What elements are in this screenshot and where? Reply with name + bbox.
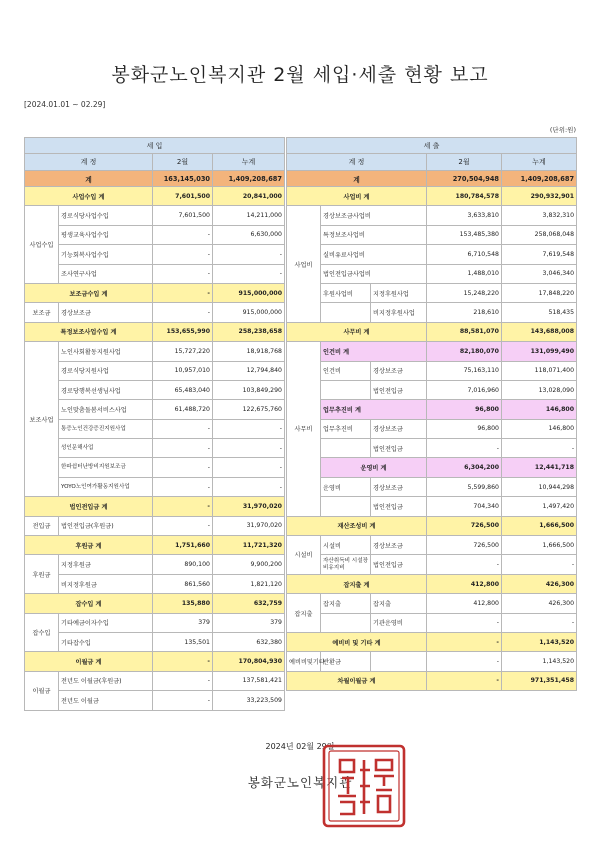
income-subtotal-month: - [153,497,213,516]
expense-group-label: 시설비 [287,536,321,575]
income-header: 세 입 [25,138,285,154]
income-subtotal-cumulative: 31,970,020 [213,497,285,516]
expense-row [287,225,577,244]
expense-rows [287,187,577,691]
income-row [25,555,285,574]
income-subtotal-month: - [153,283,213,302]
income-group-label: 전입금 [25,516,59,535]
income-month-value: - [153,419,213,438]
expense-subaccount-label: 경상보조금 [371,536,427,555]
expense-table [286,137,577,691]
expense-col-account: 계 정 [287,154,427,171]
expense-month-value: 6,710,548 [427,245,502,264]
income-subtotal-month: 135,880 [153,594,213,613]
income-row [25,671,285,690]
income-subtotal-row [25,594,285,613]
income-account-label: 노인맞춤돌봄서비스사업 [59,400,153,419]
expense-subaccount-label: 기관운영비 [371,613,427,632]
expense-subtotal-month: - [427,632,502,651]
expense-cumulative-value: 518,435 [502,303,577,322]
expense-cumulative-value: 7,619,548 [502,245,577,264]
income-cumulative-value: - [213,419,285,438]
expense-account-label [321,497,371,516]
income-month-value: - [153,477,213,496]
expense-category-total-cumulative: 146,800 [502,400,577,419]
income-row [25,574,285,593]
expense-subtotal-cumulative: 143,688,008 [502,322,577,341]
expense-account-label: 특정보조사업비 [321,225,427,244]
expense-account-label: 업무추진비 [321,419,371,438]
income-table [24,137,285,711]
expense-subaccount-label: 법인전입금 [371,497,427,516]
income-subtotal-label: 특정보조사업수입 계 [25,322,153,341]
income-group-label: 보조금 [25,303,59,322]
income-account-label: 법인전입금(후원금) [59,516,153,535]
expense-cumulative-value: 118,071,400 [502,361,577,380]
expense-row [287,283,577,302]
expense-account-label: 후원사업비 [321,283,371,302]
income-account-label: 노인사회활동지원사업 [59,342,153,361]
expense-category-total-month: 96,800 [427,400,502,419]
income-account-label: 전년도 이월금 [59,691,153,710]
income-cumulative-value: - [213,439,285,458]
income-account-label: 기능회복사업수입 [59,245,153,264]
income-subtotal-cumulative: 632,759 [213,594,285,613]
income-row [25,380,285,399]
income-account-label: 조사연구사업 [59,264,153,283]
income-account-label: 지정후원금 [59,555,153,574]
expense-subtotal-cumulative: 426,300 [502,574,577,593]
income-account-label: 성인문해사업 [59,439,153,458]
expense-row [287,458,577,477]
expense-category-total-month: 82,180,070 [427,342,502,361]
expense-month-value: 5,599,860 [427,477,502,496]
income-month-value: - [153,691,213,710]
unit-label: (단위:원) [549,126,576,134]
income-subtotal-cumulative: 258,238,658 [213,322,285,341]
income-cumulative-value: 103,849,290 [213,380,285,399]
expense-subaccount-label: 경상보조금 [371,419,427,438]
expense-row [287,613,577,632]
expense-cumulative-value: 146,800 [502,419,577,438]
expense-account-label [321,303,371,322]
expense-row [287,536,577,555]
income-cumulative-value: 33,223,509 [213,691,285,710]
expense-row [287,555,577,574]
expense-row [287,594,577,613]
income-month-value: 10,957,010 [153,361,213,380]
income-cumulative-value: 18,918,768 [213,342,285,361]
income-month-value: 15,727,220 [153,342,213,361]
expense-row [287,419,577,438]
expense-col-cumulative: 누계 [502,154,577,171]
expense-subtotal-cumulative: 290,932,901 [502,187,577,206]
expense-group-label: 예비비및기타 [287,652,321,671]
organization-name: 봉화군노인복지관 [247,775,353,790]
income-month-value: - [153,671,213,690]
income-group-label: 잡수입 [25,613,59,652]
income-rows [25,187,285,711]
expense-account-label: 법인전입금사업비 [321,264,427,283]
income-subtotal-label: 이월금 계 [25,652,153,671]
expense-row [287,303,577,322]
income-subtotal-cumulative: 170,804,930 [213,652,285,671]
income-row [25,439,285,458]
expense-subtotal-row [287,322,577,341]
income-total-cumulative: 1,409,208,687 [213,171,285,187]
income-cumulative-value: 1,821,120 [213,574,285,593]
expense-cumulative-value: 10,944,298 [502,477,577,496]
income-group-label: 후원금 [25,555,59,594]
expense-subtotal-month: - [427,671,502,690]
expense-row [287,400,577,419]
expense-cumulative-value: 3,046,340 [502,264,577,283]
expense-subaccount-label: 경상보조금 [371,361,427,380]
expense-subaccount-label: 경상보조금 [371,477,427,496]
expense-month-value: 153,485,380 [427,225,502,244]
income-total-label: 계 [25,171,153,187]
income-month-value: - [153,245,213,264]
expense-subaccount-label [371,652,427,671]
expense-row [287,342,577,361]
expense-group-label: 사무비 [287,342,321,517]
income-subtotal-label: 법인전입금 계 [25,497,153,516]
income-cumulative-value: 379 [213,613,285,632]
expense-subtotal-row [287,632,577,651]
expense-month-value: 7,016,960 [427,380,502,399]
income-row [25,419,285,438]
expense-subtotal-cumulative: 971,351,458 [502,671,577,690]
expense-subtotal-cumulative: 1,143,520 [502,632,577,651]
income-cumulative-value: 632,380 [213,632,285,651]
income-col-cumulative: 누계 [213,154,285,171]
expense-row [287,206,577,225]
income-row [25,458,285,477]
expense-cumulative-value: 17,848,220 [502,283,577,302]
expense-cumulative-value: 426,300 [502,594,577,613]
income-month-value: 61,488,720 [153,400,213,419]
income-month-value: - [153,225,213,244]
income-subtotal-row [25,536,285,555]
expense-subtotal-row [287,187,577,206]
expense-row [287,497,577,516]
income-account-label: 한파쉼터난방비지원보조금 [59,458,153,477]
expense-month-value: - [427,652,502,671]
expense-month-value: 218,610 [427,303,502,322]
expense-cumulative-value: 1,143,520 [502,652,577,671]
income-cumulative-value: 122,675,760 [213,400,285,419]
expense-subtotal-label: 잡지출 계 [287,574,427,593]
expense-account-label [321,380,371,399]
income-row [25,342,285,361]
income-subtotal-label: 사업수입 계 [25,187,153,206]
income-cumulative-value: 137,581,421 [213,671,285,690]
expense-row [287,380,577,399]
expense-month-value: 726,500 [427,536,502,555]
expense-account-label: 시설비 [321,536,371,555]
income-subtotal-row [25,322,285,341]
expense-account-label [321,439,371,458]
income-subtotal-month: 7,601,500 [153,187,213,206]
income-cumulative-value: 12,794,840 [213,361,285,380]
income-account-label: 평생교육사업수입 [59,225,153,244]
income-subtotal-month: - [153,652,213,671]
income-group-label: 이월금 [25,671,59,710]
expense-subtotal-label: 재산조성비 계 [287,516,427,535]
income-row [25,361,285,380]
expense-cumulative-value: 1,666,500 [502,536,577,555]
income-account-label: 경로당행복선생님사업 [59,380,153,399]
income-account-label: 통증노인건강증진지원사업 [59,419,153,438]
income-subtotal-label: 잡수입 계 [25,594,153,613]
income-month-value: 861,560 [153,574,213,593]
income-cumulative-value: - [213,477,285,496]
income-subtotal-row [25,652,285,671]
expense-subtotal-label: 사무비 계 [287,322,427,341]
income-month-value: 135,501 [153,632,213,651]
expense-cumulative-value: - [502,555,577,574]
expense-category-total-label: 업무추진비 계 [321,400,427,419]
income-row [25,264,285,283]
income-subtotal-label: 후원금 계 [25,536,153,555]
expense-account-label: 잡지출 [321,594,371,613]
expense-row [287,439,577,458]
income-account-label: 경상보조금 [59,303,153,322]
expense-subaccount-label: 법인전입금 [371,380,427,399]
income-group-label: 보조사업 [25,342,59,497]
income-col-account: 계 정 [25,154,153,171]
income-subtotal-cumulative: 915,000,000 [213,283,285,302]
expense-month-value: 96,800 [427,419,502,438]
income-account-label: 기타잡수입 [59,632,153,651]
expense-subtotal-month: 726,500 [427,516,502,535]
income-subtotal-row [25,187,285,206]
income-cumulative-value: - [213,264,285,283]
income-col-month: 2월 [153,154,213,171]
expense-account-label: 실비유료사업비 [321,245,427,264]
expense-cumulative-value: 258,068,048 [502,225,577,244]
expense-group-label: 사업비 [287,206,321,322]
income-subtotal-label: 보조금수입 계 [25,283,153,302]
income-account-label: 전년도 이월금(후원금) [59,671,153,690]
expense-account-label: 경상보조금사업비 [321,206,427,225]
income-subtotal-cumulative: 11,721,320 [213,536,285,555]
expense-month-value: 15,248,220 [427,283,502,302]
expense-category-total-label: 인건비 계 [321,342,427,361]
income-row [25,477,285,496]
expense-row [287,245,577,264]
expense-month-value: - [427,555,502,574]
income-month-value: - [153,458,213,477]
income-cumulative-value: 31,970,020 [213,516,285,535]
expense-account-label: 자산취득비 시설장비유지비 [321,555,371,574]
expense-row [287,264,577,283]
expense-subtotal-row [287,516,577,535]
income-total-month: 163,145,030 [153,171,213,187]
expense-subtotal-label: 예비비 및 기타 계 [287,632,427,651]
expense-account-label: 인건비 [321,361,371,380]
income-month-value: - [153,303,213,322]
expense-cumulative-value: 13,028,090 [502,380,577,399]
income-account-label: 경로식당지원사업 [59,361,153,380]
expense-month-value: - [427,613,502,632]
expense-subaccount-label: 법인전입금 [371,555,427,574]
expense-month-value: 3,633,810 [427,206,502,225]
expense-account-label: 운영비 [321,477,371,496]
income-subtotal-cumulative: 20,841,000 [213,187,285,206]
income-row [25,613,285,632]
income-account-label: 경로식당사업수입 [59,206,153,225]
income-subtotal-row [25,283,285,302]
income-month-value: 890,100 [153,555,213,574]
report-period: [2024.01.01 ~ 02.29] [24,100,106,109]
income-month-value: - [153,439,213,458]
income-month-value: 65,483,040 [153,380,213,399]
expense-row [287,652,577,671]
income-row [25,225,285,244]
income-row [25,245,285,264]
expense-subtotal-row [287,574,577,593]
income-row [25,632,285,651]
income-cumulative-value: 915,000,000 [213,303,285,322]
expense-col-month: 2월 [427,154,502,171]
income-month-value: 7,601,500 [153,206,213,225]
expense-month-value: 75,163,110 [427,361,502,380]
income-subtotal-month: 153,655,990 [153,322,213,341]
income-account-label: YOYO노인여가활동지원사업 [59,477,153,496]
expense-cumulative-value: - [502,439,577,458]
income-row [25,691,285,710]
expense-group-label: 잡지출 [287,594,321,633]
expense-month-value: 412,800 [427,594,502,613]
expense-subtotal-month: 180,784,578 [427,187,502,206]
official-seal-icon [318,740,410,832]
expense-total-label: 계 [287,171,427,187]
income-row [25,516,285,535]
expense-subaccount-label: 법인전입금 [371,439,427,458]
income-account-label: 비지정후원금 [59,574,153,593]
expense-account-label: 반환금 [321,652,371,671]
expense-subtotal-cumulative: 1,666,500 [502,516,577,535]
income-month-value: 379 [153,613,213,632]
expense-category-total-cumulative: 131,099,490 [502,342,577,361]
income-month-value: - [153,516,213,535]
income-cumulative-value: - [213,458,285,477]
page-title: 봉화군노인복지관 2월 세입·세출 현황 보고 [111,64,489,86]
expense-subtotal-month: 412,800 [427,574,502,593]
report-date: 2024년 02월 29일 [265,742,335,751]
income-row [25,400,285,419]
expense-account-label [321,613,371,632]
expense-subtotal-label: 사업비 계 [287,187,427,206]
expense-row [287,477,577,496]
expense-total-cumulative: 1,409,208,687 [502,171,577,187]
income-cumulative-value: 6,630,000 [213,225,285,244]
expense-cumulative-value: - [502,613,577,632]
expense-category-total-cumulative: 12,441,718 [502,458,577,477]
income-group-label: 사업수입 [25,206,59,284]
income-cumulative-value: 14,211,000 [213,206,285,225]
expense-total-month: 270,504,948 [427,171,502,187]
income-row [25,303,285,322]
expense-header: 세 출 [287,138,577,154]
expense-category-total-month: 6,304,200 [427,458,502,477]
income-month-value: - [153,264,213,283]
income-cumulative-value: - [213,245,285,264]
expense-subtotal-month: 88,581,070 [427,322,502,341]
expense-subaccount-label: 잡지출 [371,594,427,613]
expense-cumulative-value: 3,832,310 [502,206,577,225]
income-row [25,206,285,225]
expense-subaccount-label: 비지정후원사업 [371,303,427,322]
expense-subtotal-label: 차월이월금 계 [287,671,427,690]
income-account-label: 기타예금이자수입 [59,613,153,632]
expense-month-value: 704,340 [427,497,502,516]
expense-subaccount-label: 지정후원사업 [371,283,427,302]
income-subtotal-row [25,497,285,516]
expense-month-value: 1,488,010 [427,264,502,283]
expense-category-total-label: 운영비 계 [321,458,427,477]
expense-cumulative-value: 1,497,420 [502,497,577,516]
income-subtotal-month: 1,751,660 [153,536,213,555]
expense-month-value: - [427,439,502,458]
expense-subtotal-row [287,671,577,690]
income-cumulative-value: 9,900,200 [213,555,285,574]
expense-row [287,361,577,380]
